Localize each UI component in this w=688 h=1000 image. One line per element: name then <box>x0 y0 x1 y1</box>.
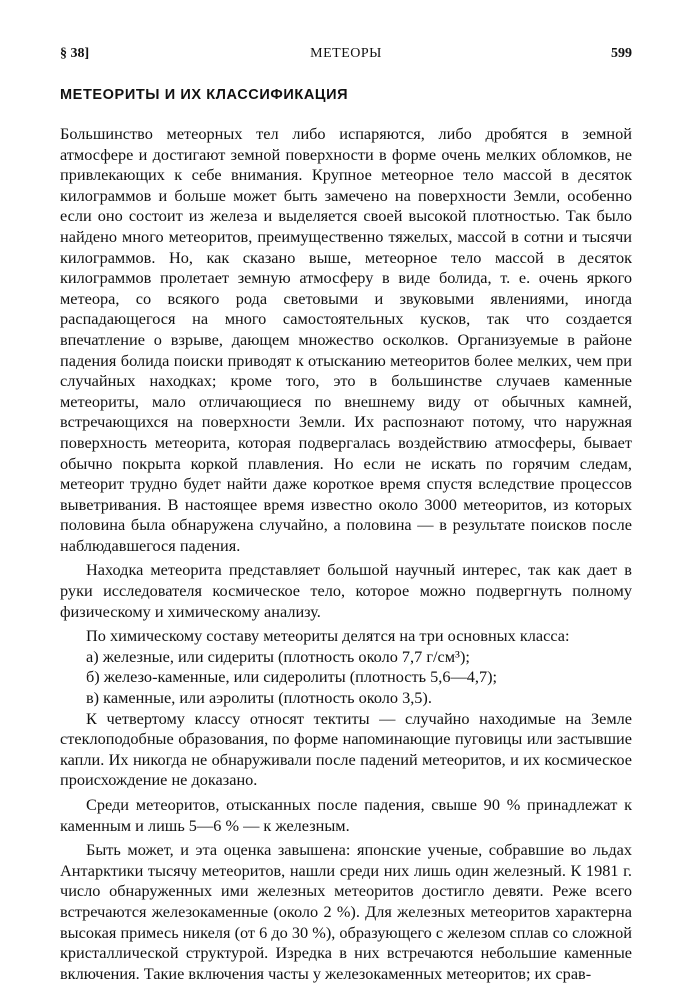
list-item: а) железные, или сидериты (плотность около 7,7 г/см³); <box>86 646 470 666</box>
paragraph: Среди метеоритов, отысканных после падения, свыше 90 % принадлежат к каменным и лишь 5—6 % — к железным. <box>60 795 632 835</box>
paragraph: Большинство метеорных тел либо испаряются, либо дробятся в земной атмосфере и достигают земной поверхности в форме очень мелких обломков, не привлекающих к себе внимания. Крупное метеорное тело массой в десяток килограммов и больше может быть замечено на поверхности Земли, особенно если оно состоит из железа и выделяется своей высокой плотностью. Так было найдено много метеоритов, преимущественно тяжелых, массой в сотни и тысячи килограммов. Но, как сказано выше, метеорное тело массой в десяток килограммов пролетает земную атмосферу в виде болида, т. е. очень яркого метеора, со всякого рода световыми и звуковыми явлениями, иногда распадающегося на много самостоятельных кусков, так что создается впечатление о взрыве, дающем множество осколков. Организуемые в районе падения болида поиски приводят к отысканию метеоритов более мелких, чем при случайных находках; кроме того, это в большинстве случаев каменные метеориты, мало отличающиеся по внешнему виду от обычных камней, встречающихся на поверхности Земли. Их распознают потому, что наружная поверхность метеорита, которая подвергалась воздействию атмосферы, бывает обычно покрыта коркой плавления. Но если не искать по горячим следам, метеорит трудно будет найти даже короткое время спустя вследствие процессов выветривания. В настоящее время известно около 3000 метеоритов, из которых половина была обнаружена случайно, а половина — в результате поисков после наблюдавшегося падения. <box>60 124 632 555</box>
paragraph: К четвертому классу относят тектиты — случайно находимые на Земле стеклоподобные образования, по форме напоминающие пуговицы или застывшие капли. Их никогда не обнаруживали после падений метеоритов, и их космическое происхождение не доказано. <box>60 708 632 790</box>
paragraph: Находка метеорита представляет большой научный интерес, так как дает в руки исследователя космическое тело, которое можно подвергнуть полному физическому и химическому анализу. <box>60 560 632 621</box>
page-number: 599 <box>611 46 632 61</box>
paragraph: Быть может, и эта оценка завышена: японские ученые, собравшие во льдах Антарктики тысячу метеоритов, нашли среди них лишь один железный. К 1981 г. число обнаруженных ими железных метеоритов достигло девяти. Реже всего встречаются железокаменные (около 2 %). Для железных метеоритов характерна высокая примесь никеля (от 6 до 30 %), образующего с железом сплав со сложной кристаллической структурой. Изредка в них встречаются небольшие каменные включения. Такие включения часты у железокаменных метеоритов; их срав- <box>60 840 632 983</box>
section-number: § 38] <box>60 46 90 61</box>
running-title: МЕТЕОРЫ <box>310 46 382 61</box>
body-text <box>60 124 632 984</box>
running-header <box>60 46 632 66</box>
section-heading: МЕТЕОРИТЫ И ИХ КЛАССИФИКАЦИЯ <box>60 87 349 103</box>
list-item: б) железо-каменные, или сидеролиты (плотность 5,6—4,7); <box>86 667 498 687</box>
list-item: в) каменные, или аэролиты (плотность около 3,5). <box>86 688 432 708</box>
paragraph: По химическому составу метеориты делятся на три основных класса: <box>86 626 570 646</box>
